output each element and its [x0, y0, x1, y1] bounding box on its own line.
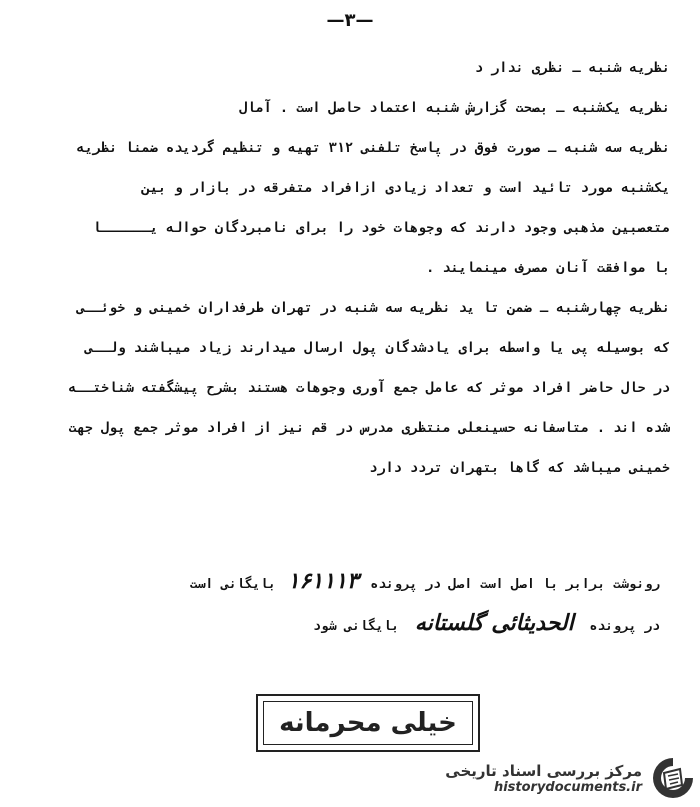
classification-stamp: [256, 694, 480, 752]
certification-archive: بایگانی شود: [313, 619, 400, 634]
body-line: متعصبین مذهبی وجود دارند که وجوهات خود را برای نامبردگان حواله یــــــا: [92, 220, 670, 236]
watermark-url: historydocuments.ir: [493, 779, 642, 795]
page-number: —٣—: [326, 10, 374, 31]
handwritten-name: الحدیثائی گلستانه: [414, 610, 574, 636]
body-line: یکشنبه مورد تائید است و تعداد زیادی ازافراد متفرقه در بازار و بین: [141, 180, 670, 196]
certification-line-2: [60, 602, 660, 644]
watermark-text: [445, 762, 642, 795]
body-line: با موافقت آنان مصرف مینمایند .: [426, 260, 670, 276]
certification-block: [60, 560, 660, 644]
document-body: [30, 48, 670, 488]
certification-line-1: [60, 560, 660, 602]
certification-text: رونوشت برابر با اصل است اصل در پرونده: [370, 577, 660, 592]
body-line: نظریه سه شنبه ـ صورت فوق در پاسخ تلفنی ۳۱۲ تهیه و تنظیم گردیده ضمنا نظریه: [76, 140, 670, 156]
file-number: ۱۶۱۱۱۳: [287, 568, 359, 594]
watermark: [396, 751, 696, 805]
body-line: نظریه یکشنبه ـ بصحت گزارش شنبه اعتماد حاصل است . آمال: [239, 100, 670, 116]
archive-logo-icon: [650, 755, 696, 801]
body-line: که بوسیله پی یا واسطه برای یادشدگان پول ارسال میدارند زیاد میباشند ولــی: [84, 340, 670, 356]
certification-prefix: در پرونده: [589, 619, 660, 634]
stamp-text: خیلی محرمانه: [263, 701, 473, 745]
body-line: در حال حاضر افراد موثر که عامل جمع آوری وجوهات هستند بشرح پیشگفته شناختــه: [68, 380, 670, 396]
body-line: شده اند . متاسفانه حسینعلی منتظری مدرس در قم نیز از افراد موثر جمع پول جهت: [68, 420, 670, 436]
body-line: خمینی میباشد که گاها بتهران تردد دارد: [369, 460, 670, 476]
certification-suffix: بایگانی است: [189, 577, 276, 592]
watermark-name: مرکز بررسی اسناد تاریخی: [445, 761, 642, 780]
body-line: نظریه چهارشنبه ـ ضمن تا ید نظریه سه شنبه در تهران طرفداران خمینی و خوئــی: [76, 300, 670, 316]
body-line: نظریه شنبه ـ نظری ندار د: [474, 60, 670, 76]
